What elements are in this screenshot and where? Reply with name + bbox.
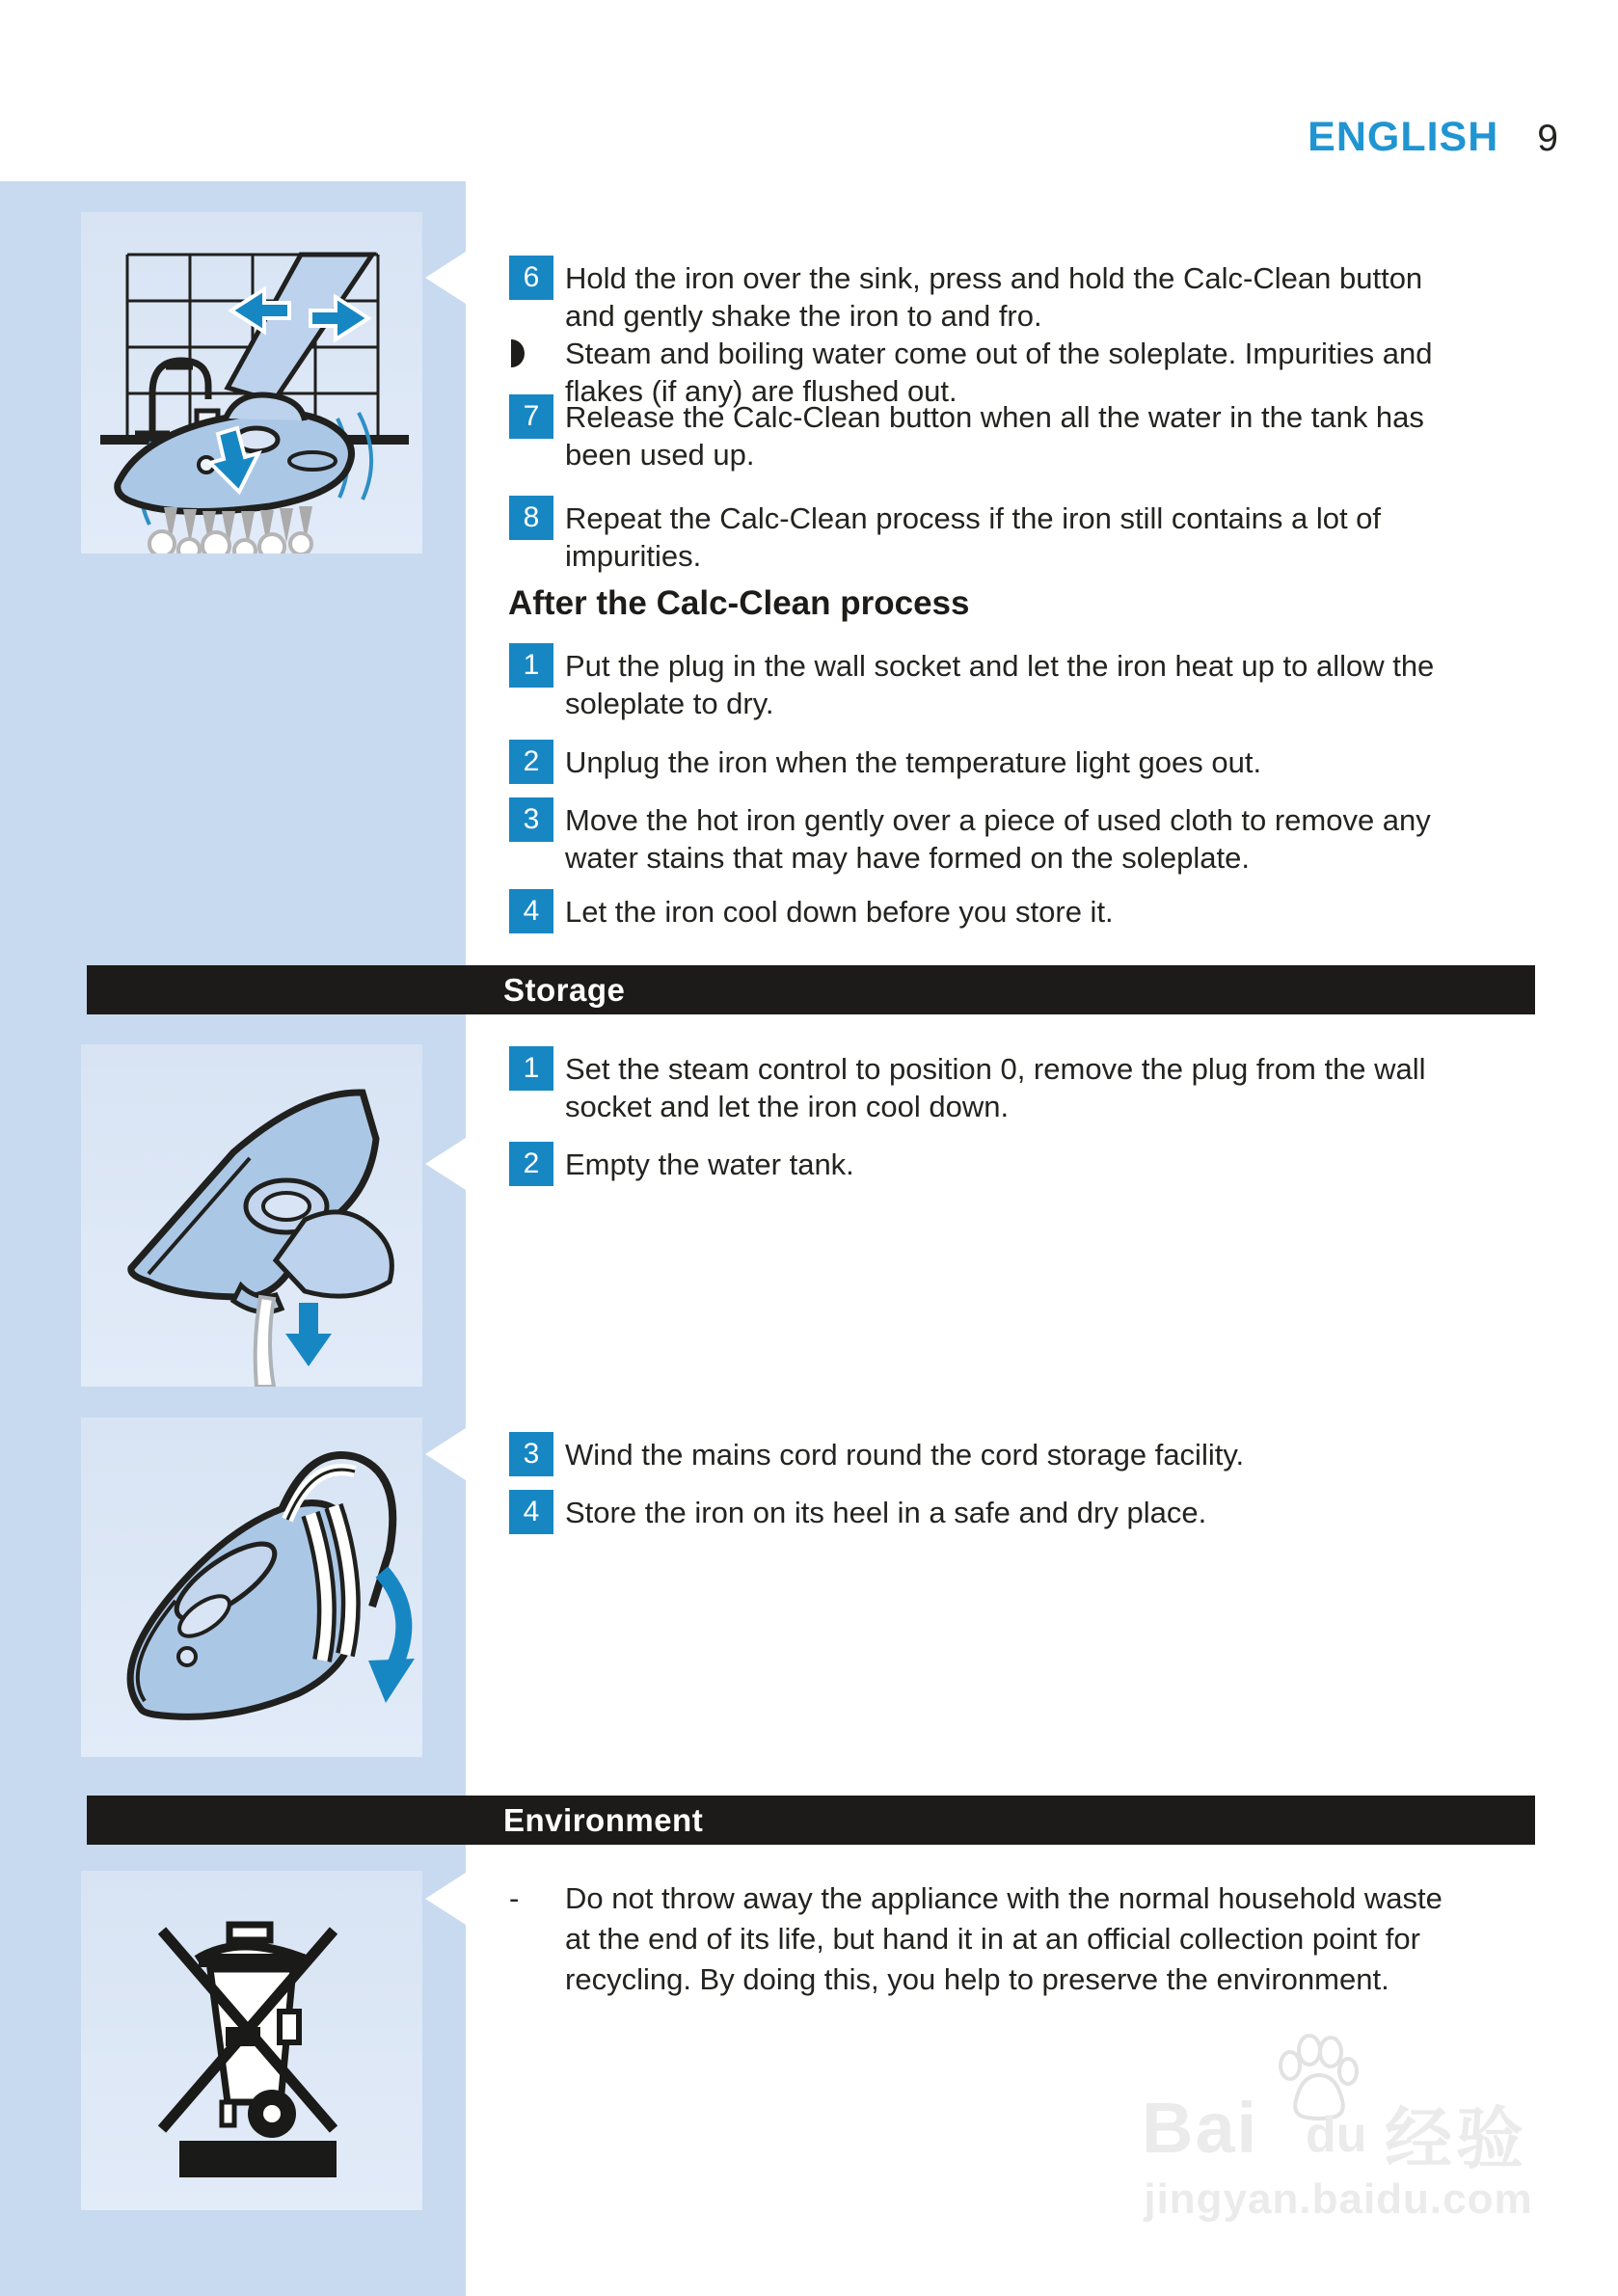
calc-clean-sink-illustration (81, 212, 422, 554)
watermark-brand-left: Bai (1142, 2088, 1259, 2168)
step-text-line: soleplate to dry. (565, 687, 774, 720)
environment-item (509, 1878, 1443, 2000)
step-number-badge: 3 (509, 797, 553, 842)
baidu-jingyan-watermark (1136, 2037, 1541, 2224)
step-number-badge: 4 (509, 889, 553, 933)
step-text-line: socket and let the iron cool down. (565, 1090, 1010, 1123)
step-number-badge: 1 (509, 1046, 553, 1091)
storage-step-1 (509, 1050, 1426, 1125)
storage-step-2 (509, 1146, 854, 1183)
result-text-line: Steam and boiling water come out of the soleplate. Impurities and (565, 337, 1433, 370)
step-text-line: Unplug the iron when the temperature light goes out. (565, 745, 1262, 779)
step-text-line: Empty the water tank. (565, 1148, 854, 1181)
illustration-box-empty-tank (81, 1044, 422, 1387)
step-7 (509, 398, 1424, 473)
dash-bullet: - (509, 1881, 520, 1915)
step-text-line: Wind the mains cord round the cord storage facility. (565, 1438, 1245, 1472)
illustration-box-calc-clean (81, 212, 422, 554)
result-bullet-icon (511, 339, 525, 367)
step-number-badge: 2 (509, 740, 553, 784)
step-text-line: Hold the iron over the sink, press and hold the Calc-Clean button (565, 261, 1423, 295)
callout-pointer (425, 1428, 466, 1480)
after-step-4 (509, 893, 1114, 931)
illustration-box-cord-storage (81, 1418, 422, 1757)
step-number-badge: 1 (509, 643, 553, 688)
watermark-brand-right: du (1306, 2107, 1367, 2163)
step-text-line: water stains that may have formed on the soleplate. (565, 841, 1250, 875)
step-text-line: Set the steam control to position 0, remove the plug from the wall (565, 1052, 1426, 1086)
cord-storage-illustration (81, 1418, 422, 1757)
item-text-line: Do not throw away the appliance with the normal household waste (565, 1881, 1443, 1915)
item-text-line: recycling. By doing this, you help to preserve the environment. (565, 1962, 1389, 1996)
step-6 (509, 259, 1422, 335)
illustration-box-environment (81, 1871, 422, 2210)
step-text-line: Repeat the Calc-Clean process if the iron still contains a lot of (565, 501, 1382, 535)
watermark-url: jingyan.baidu.com (1144, 2175, 1533, 2223)
step-text-line: Store the iron on its heel in a safe and dry place. (565, 1496, 1207, 1529)
step-text-line: Put the plug in the wall socket and let the iron heat up to allow the (565, 649, 1435, 683)
after-step-1 (509, 647, 1434, 722)
step-text-line: Let the iron cool down before you store it. (565, 895, 1114, 929)
step-number-badge: 3 (509, 1432, 553, 1476)
result-text-line: flakes (if any) are flushed out. (565, 374, 957, 408)
section-banner-storage (87, 965, 1535, 1014)
callout-pointer (425, 1873, 466, 1925)
watermark-brand-suffix: 经验 (1385, 2101, 1527, 2176)
callout-pointer (425, 252, 466, 304)
step-number-badge: 8 (509, 496, 553, 540)
storage-step-4 (509, 1494, 1206, 1531)
empty-water-tank-illustration (81, 1044, 422, 1387)
subsection-heading: After the Calc-Clean process (508, 584, 970, 622)
step-text-line: and gently shake the iron to and fro. (565, 299, 1042, 333)
after-step-3 (509, 801, 1431, 877)
section-title: Environment (503, 1802, 704, 1838)
step-number-badge: 4 (509, 1490, 553, 1534)
step-number-badge: 6 (509, 256, 553, 300)
storage-step-3 (509, 1436, 1244, 1473)
after-step-2 (509, 743, 1261, 781)
item-text-line: at the end of its life, but hand it in at an official collection point for (565, 1922, 1420, 1956)
step-text-line: Release the Calc-Clean button when all the water in the tank has (565, 400, 1424, 434)
step-8 (509, 500, 1381, 575)
step-text-line: Move the hot iron gently over a piece of used cloth to remove any (565, 803, 1431, 837)
step-number-badge: 7 (509, 394, 553, 439)
weee-crossed-bin-icon (81, 1871, 422, 2210)
callout-pointer (425, 1138, 466, 1190)
section-banner-environment (87, 1796, 1535, 1845)
step-number-badge: 2 (509, 1142, 553, 1186)
language-heading: ENGLISH (1308, 114, 1499, 160)
page-header (1061, 114, 1558, 161)
page-number: 9 (1537, 118, 1558, 159)
section-title: Storage (503, 972, 626, 1008)
step-text-line: impurities. (565, 539, 702, 573)
step-text-line: been used up. (565, 438, 755, 472)
